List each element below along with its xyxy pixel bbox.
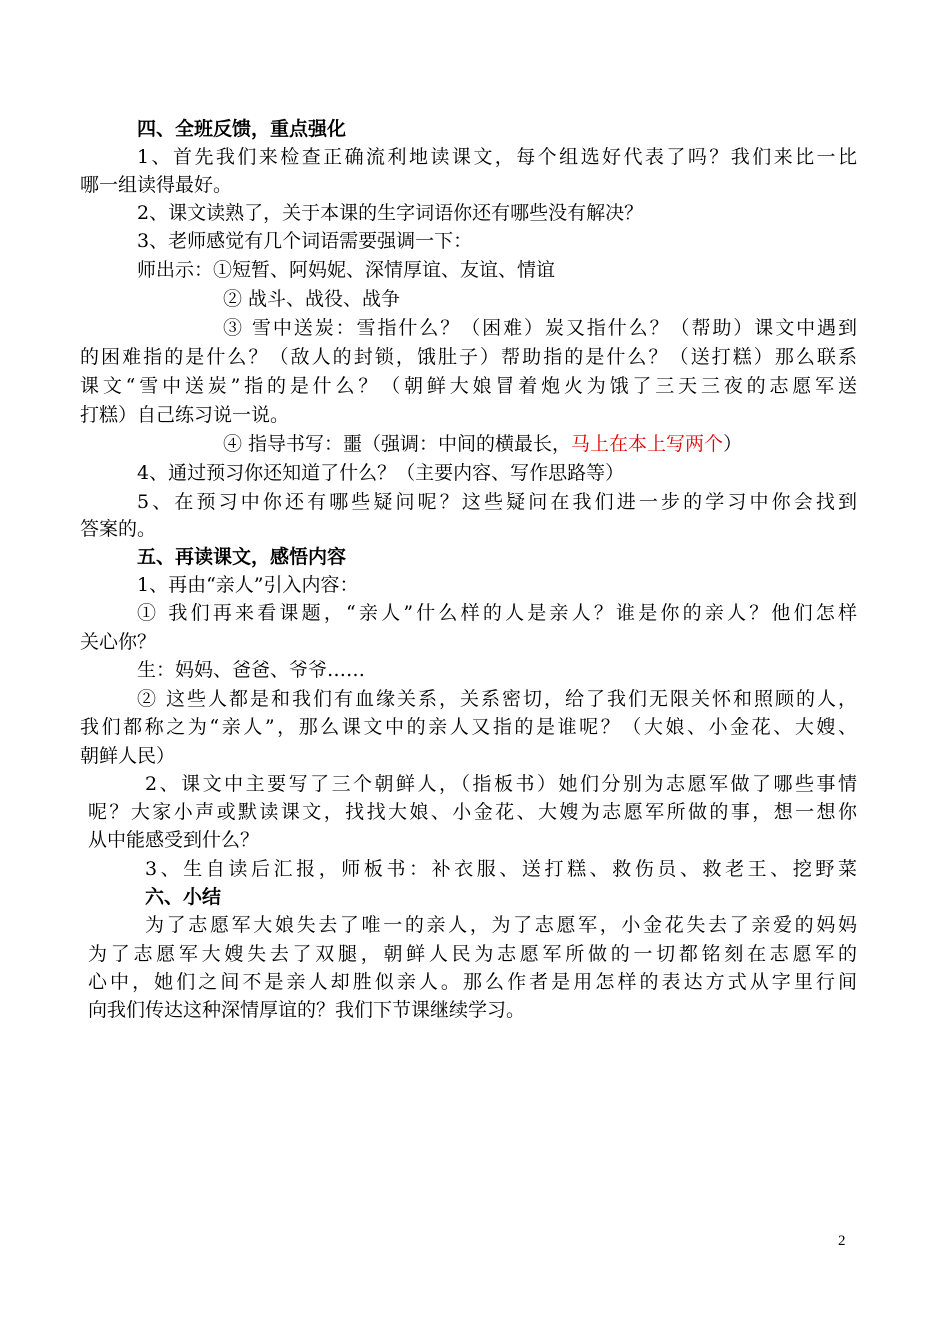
word-list-line: ② 战斗、战役、战争 — [223, 288, 401, 310]
paragraph-line: 心中，她们之间不是亲人却胜似亲人。那么作者是用怎样的表达方式从字里行间 — [88, 971, 857, 993]
paragraph-line: 为了志愿军大嫂失去了双腿，朝鲜人民为志愿军所做的一切都铭刻在志愿军的 — [88, 943, 857, 965]
paragraph-line: 哪一组读得最好。 — [80, 174, 233, 196]
paragraph-line: 朝鲜人民） — [80, 745, 176, 767]
paragraph-line: 1、再由“亲人”引入内容： — [137, 574, 359, 596]
paragraph-line: 呢？大家小声或默读课文，找找大娘、小金花、大嫂为志愿军所做的事，想一想你 — [88, 801, 857, 823]
paragraph-line: ③ 雪中送炭：雪指什么？（困难）炭又指什么？（帮助）课文中遇到 — [223, 317, 857, 339]
paragraph-line: 为了志愿军大娘失去了唯一的亲人，为了志愿军，小金花失去了亲爱的妈妈 — [145, 914, 857, 936]
paragraph-line: 我们都称之为“亲人”，那么课文中的亲人又指的是谁呢？（大娘、小金花、大嫂、 — [80, 716, 857, 738]
page-number: 2 — [838, 1233, 846, 1249]
paragraph-line: 2、课文中主要写了三个朝鲜人，（指板书）她们分别为志愿军做了哪些事情 — [145, 773, 857, 795]
section-4-heading: 四、全班反馈，重点强化 — [137, 118, 347, 140]
paragraph-line: 1、首先我们来检查正确流利地读课文，每个组选好代表了吗？我们来比一比 — [137, 146, 857, 168]
writing-guide-text: ④ 指导书写：噩（强调：中间的横最长， — [223, 433, 572, 455]
paragraph-line: 的困难指的是什么？（敌人的封锁，饿肚子）帮助指的是什么？（送打糕）那么联系 — [80, 346, 857, 368]
writing-guide-close: ） — [723, 433, 743, 455]
paragraph-line: ① 我们再来看课题，“亲人”什么样的人是亲人？谁是你的亲人？他们怎样 — [137, 602, 857, 624]
writing-guide-highlight: 马上在本上写两个 — [571, 433, 724, 455]
paragraph-line: 课文“雪中送炭”指的是什么？（朝鲜大娘冒着炮火为饿了三天三夜的志愿军送 — [80, 375, 857, 397]
paragraph-line: 3、生自读后汇报，师板书：补衣服、送打糕、救伤员、救老王、挖野菜 — [145, 858, 857, 880]
paragraph-line: ② 这些人都是和我们有血缘关系，关系密切，给了我们无限关怀和照顾的人， — [137, 688, 857, 710]
section-6-heading: 六、小结 — [145, 886, 222, 908]
paragraph-line: 3、老师感觉有几个词语需要强调一下： — [137, 230, 473, 252]
paragraph-line: 从中能感受到什么？ — [88, 829, 260, 851]
paragraph-line: 5、在预习中你还有哪些疑问呢？这些疑问在我们进一步的学习中你会找到 — [137, 491, 857, 513]
section-5-heading: 五、再读课文，感悟内容 — [137, 546, 347, 568]
paragraph-line: 关心你？ — [80, 631, 157, 653]
paragraph-line: 答案的。 — [80, 518, 157, 540]
paragraph-line: 向我们传达这种深情厚谊的？我们下节课继续学习。 — [88, 999, 526, 1021]
paragraph-line: 2、课文读熟了，关于本课的生字词语你还有哪些没有解决？ — [137, 202, 644, 224]
paragraph-line: 4、通过预习你还知道了什么？（主要内容、写作思路等） — [137, 462, 625, 484]
word-list-line: 师出示：①短暂、阿妈妮、深情厚谊、友谊、情谊 — [137, 259, 556, 281]
writing-guide-line — [223, 430, 742, 458]
paragraph-line: 生：妈妈、爸爸、爷爷…… — [137, 659, 366, 681]
paragraph-line: 打糕）自己练习说一说。 — [80, 404, 290, 426]
